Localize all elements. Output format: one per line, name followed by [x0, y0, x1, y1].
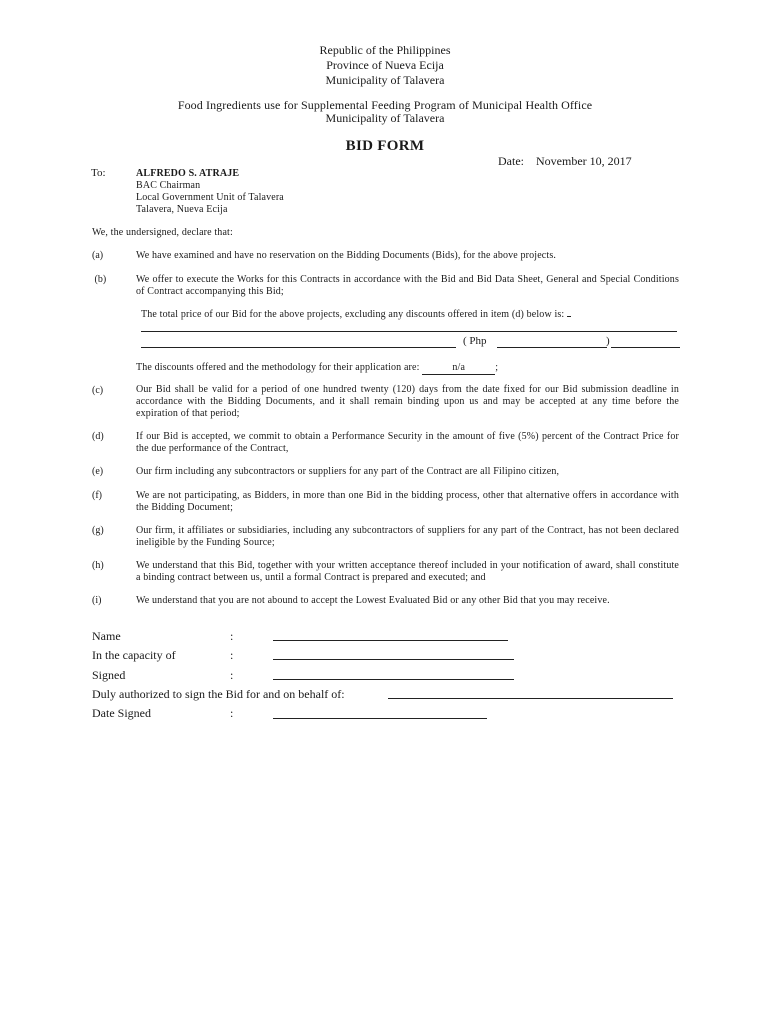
- discount-field[interactable]: [422, 362, 495, 375]
- php-close: ): [606, 335, 610, 347]
- form-title: BID FORM: [345, 138, 425, 154]
- recipient-address: Talavera, Nueva Ecija: [136, 204, 228, 215]
- item-text-a: We have examined and have no reservation on the Bidding Documents (Bids), for the above projects.: [136, 250, 557, 261]
- item-letter-g: (g): [92, 525, 104, 536]
- item-text-c: Our Bid shall be valid for a period of one hundred twenty (120) days from the date fixed for our Bid submission deadline in accordance with the Bidding Documents, and it shall remain binding upon us and may be accepted at any time before the expiration of that period;: [136, 384, 679, 419]
- item-letter-i: (i): [92, 595, 102, 606]
- item-letter-b: (b): [92, 274, 107, 285]
- date-label: Date:: [498, 154, 524, 168]
- item-letter-e: (e): [92, 466, 104, 477]
- authorized-label: Duly authorized to sign the Bid for and on behalf of:: [92, 687, 345, 701]
- name-label: Name: [92, 629, 121, 643]
- total-price-text: The total price of our Bid for the above projects, excluding any discounts offered in item (d) below is:: [141, 309, 565, 320]
- project-municipality: Municipality of Talavera: [325, 111, 445, 125]
- header-province: Province of Nueva Ecija: [326, 58, 444, 72]
- signed-colon: :: [230, 668, 234, 682]
- date-signed-colon: :: [230, 706, 234, 720]
- item-letter-d: (d): [92, 431, 104, 442]
- discount-end: ;: [495, 362, 499, 373]
- date-value: November 10, 2017: [536, 154, 632, 168]
- item-text-d: If our Bid is accepted, we commit to obtain a Performance Security in the amount of five (5%) percent of the Contract Price for the due performance of the Contract,: [136, 431, 679, 454]
- capacity-colon: :: [230, 648, 234, 662]
- intro-text: We, the undersigned, declare that:: [92, 227, 233, 238]
- item-text-f: We are not participating, as Bidders, in more than one Bid in the bidding process, other that alternative offers in accordance with the Bidding Document;: [136, 490, 679, 513]
- php-trailing-line[interactable]: [611, 347, 680, 348]
- discount-text: The discounts offered and the methodology for their application are:: [136, 362, 420, 373]
- recipient-name: ALFREDO S. ATRAJE: [136, 168, 240, 179]
- item-letter-a: (a): [92, 250, 104, 261]
- item-text-h: We understand that this Bid, together with your written acceptance thereof included in your notification of award, shall constitute a binding contract between us, until a formal Contract is prepared and executed; and: [136, 560, 679, 583]
- project-title: Food Ingredients use for Supplemental Feeding Program of Municipal Health Office: [177, 98, 593, 112]
- date-signed-label: Date Signed: [92, 706, 151, 720]
- header-municipality: Municipality of Talavera: [325, 73, 445, 87]
- name-colon: :: [230, 629, 234, 643]
- recipient-office: Local Government Unit of Talavera: [136, 192, 284, 203]
- name-field[interactable]: [273, 640, 508, 641]
- signed-label: Signed: [92, 668, 126, 682]
- discount-line: [136, 362, 498, 375]
- capacity-label: In the capacity of: [92, 648, 176, 662]
- item-text-g: Our firm, it affiliates or subsidiaries, including any subcontractors of suppliers for any part of the Contract, has not been declared ineligible by the Funding Source;: [136, 525, 679, 548]
- item-letter-h: (h): [92, 560, 104, 571]
- signed-field[interactable]: [273, 679, 514, 680]
- item-text-i: We understand that you are not abound to accept the Lowest Evaluated Bid or any other Bid that you may receive.: [136, 595, 610, 606]
- php-label: ( Php: [463, 335, 487, 347]
- header-republic: Republic of the Philippines: [319, 43, 451, 57]
- recipient-title: BAC Chairman: [136, 180, 201, 191]
- item-letter-c: (c): [92, 385, 104, 396]
- authorized-field[interactable]: [388, 698, 673, 699]
- date-signed-field[interactable]: [273, 718, 487, 719]
- total-price-words-line[interactable]: [141, 331, 677, 332]
- item-letter-f: (f): [92, 490, 102, 501]
- item-text-e: Our firm including any subcontractors or suppliers for any part of the Contract are all Filipino citizen,: [136, 466, 560, 477]
- php-amount-line[interactable]: [497, 347, 607, 348]
- to-label: To:: [91, 167, 106, 179]
- capacity-field[interactable]: [273, 659, 514, 660]
- discount-value: n/a: [452, 362, 466, 373]
- total-price-line: [141, 309, 681, 321]
- total-price-words-line-2[interactable]: [141, 347, 456, 348]
- date-line: [498, 154, 632, 168]
- item-text-b: We offer to execute the Works for this Contracts in accordance with the Bid and Bid Data Sheet, General and Special Conditions of Contract accompanying this Bid;: [136, 274, 679, 297]
